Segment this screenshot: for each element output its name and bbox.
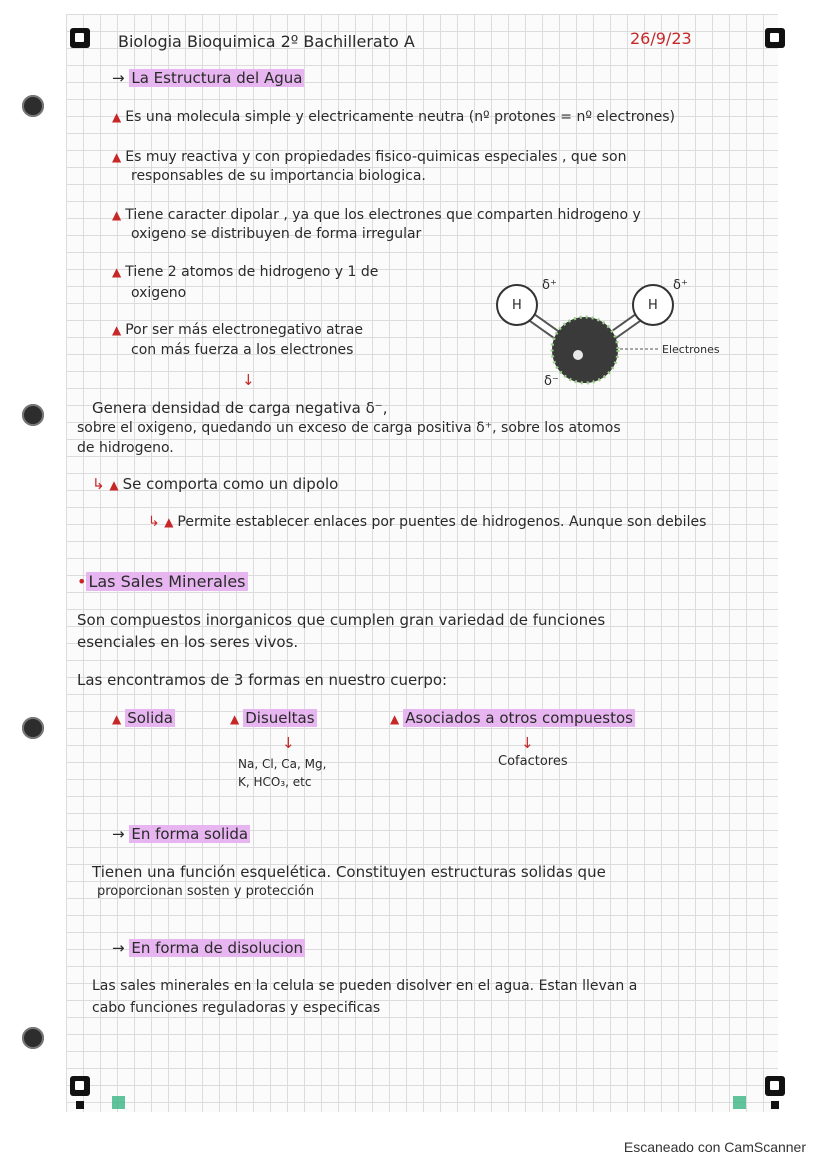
bullet: ▲ Por ser más electronegativo atrae [112, 322, 363, 338]
disolucion-text: cabo funciones reguladoras y especificas [92, 1000, 381, 1016]
bullet-continuation: con más fuerza a los electrones [131, 342, 354, 358]
sales-intro: Son compuestos inorganicos que cumplen gran variedad de funciones [77, 611, 606, 629]
binder-hole [22, 717, 44, 739]
enlaces-line: ↳ ▲ Permite establecer enlaces por puentes de hidrogenos. Aunque son debiles [148, 514, 707, 530]
delta-plus-right: δ⁺ [673, 278, 688, 293]
electrones-label: Electrones [662, 343, 720, 356]
cofactores-label: Cofactores [498, 754, 568, 769]
corner-marker-icon [70, 1076, 90, 1096]
hydrogen-label-right: H [648, 298, 658, 313]
section-heading-water: → La Estructura del Agua [112, 69, 303, 87]
forma-asociados: ▲ Asociados a otros compuestos [390, 709, 633, 727]
disolucion-text: Las sales minerales en la celula se pueden disolver en el agua. Estan llevan a [92, 978, 638, 994]
teal-marker [733, 1096, 746, 1109]
down-arrow-icon: ↓ [242, 371, 255, 389]
delta-minus: δ⁻ [544, 374, 559, 389]
bullet: ▲ Es muy reactiva y con propiedades fisico-quimicas especiales , que son [112, 149, 627, 165]
corner-marker-icon [765, 1076, 785, 1096]
solida-text: proporcionan sosten y protección [97, 884, 315, 899]
density-line: Genera densidad de carga negativa δ⁻, [92, 399, 388, 417]
density-line: sobre el oxigeno, quedando un exceso de carga positiva δ⁺, sobre los atomos [77, 420, 621, 436]
sales-formas: Las encontramos de 3 formas en nuestro cuerpo: [77, 671, 448, 689]
solida-text: Tienen una función esquelética. Constituyen estructuras solidas que [92, 863, 606, 881]
solida-heading: → En forma solida [112, 825, 249, 843]
forma-solida: ▲ Solida [112, 709, 173, 727]
down-arrow-icon: ↓ [521, 734, 534, 752]
teal-marker [112, 1096, 125, 1109]
corner-marker-icon [70, 28, 90, 48]
binder-hole [22, 404, 44, 426]
bullet-continuation: responsables de su importancia biologica. [131, 168, 426, 184]
down-arrow-icon: ↓ [282, 734, 295, 752]
binder-hole [22, 95, 44, 117]
water-molecule-diagram [490, 275, 730, 395]
hydrogen-label-left: H [512, 298, 522, 313]
oxygen-atom [552, 317, 618, 383]
bullet: ▲ Tiene caracter dipolar , ya que los electrones que comparten hidrogeno y [112, 207, 641, 223]
page-title: Biologia Bioquimica 2º Bachillerato A [118, 32, 415, 51]
corner-marker-icon [765, 28, 785, 48]
bullet: ▲ Tiene 2 atomos de hidrogeno y 1 de [112, 264, 379, 280]
dipolo-line: ↳ ▲ Se comporta como un dipolo [92, 475, 339, 493]
page-date: 26/9/23 [630, 29, 692, 48]
density-line: de hidrogeno. [77, 440, 174, 456]
bullet: ▲ Es una molecula simple y electricamente neutra (nº protones = nº electrones) [112, 109, 675, 125]
iones-line: K, HCO₃, etc [238, 775, 312, 789]
delta-plus-left: δ⁺ [542, 278, 557, 293]
iones-line: Na, Cl, Ca, Mg, [238, 757, 327, 771]
disolucion-heading: → En forma de disolucion [112, 939, 304, 957]
sales-intro: esenciales en los seres vivos. [77, 633, 299, 651]
oxygen-highlight [573, 350, 583, 360]
binder-hole [22, 1027, 44, 1049]
forma-disueltas: ▲ Disueltas [230, 709, 315, 727]
section-heading-sales: • Las Sales Minerales [77, 572, 246, 591]
bullet-continuation: oxigeno [131, 285, 187, 301]
bullet-continuation: oxigeno se distribuyen de forma irregular [131, 226, 422, 242]
scanner-watermark: Escaneado con CamScanner [623, 1139, 806, 1155]
